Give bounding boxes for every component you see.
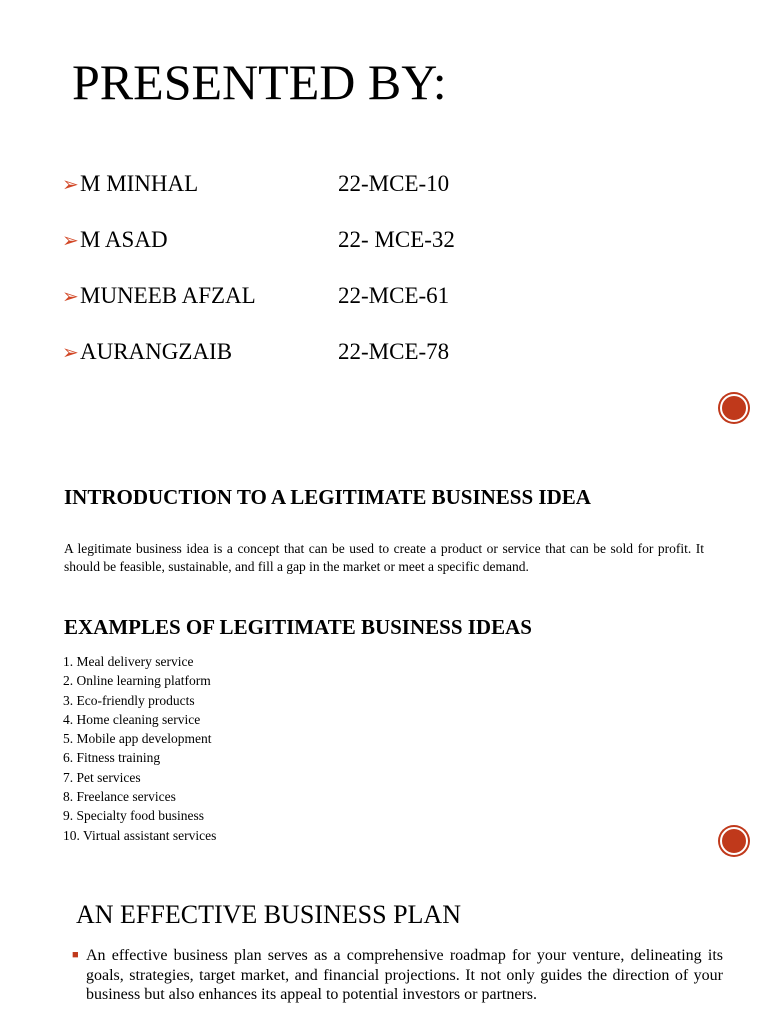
list-item: 3. Eco-friendly products	[63, 692, 195, 708]
business-plan-bullet	[72, 946, 723, 1005]
member-row	[62, 338, 449, 367]
member-name: M ASAD	[80, 227, 168, 252]
red-circle-icon	[720, 827, 748, 855]
member-name: M MINHAL	[80, 171, 199, 196]
square-bullet-icon: ■	[72, 949, 79, 961]
examples-heading: EXAMPLES OF LEGITIMATE BUSINESS IDEAS	[64, 615, 532, 639]
arrow-bullet-icon: ➢	[62, 174, 79, 196]
intro-paragraph: A legitimate business idea is a concept that can be used to create a product or service that can be sold for profit. It should be feasible, sustainable, and fill a gap in the market or meet a specific demand.	[64, 541, 704, 574]
member-row	[62, 282, 449, 311]
business-plan-text: An effective business plan serves as a comprehensive roadmap for your venture, delineating its goals, strategies, target market, and financial projections. It not only guides the direction of your business but also enhances its appeal to potential investors or partners.	[86, 947, 723, 1003]
arrow-bullet-icon: ➢	[62, 286, 79, 308]
list-item: 6. Fitness training	[63, 750, 161, 766]
list-item: 9. Specialty food business	[63, 808, 204, 824]
intro-heading: INTRODUCTION TO A LEGITIMATE BUSINESS IDEA	[64, 485, 591, 509]
examples-list	[63, 652, 216, 845]
member-name: MUNEEB AFZAL	[80, 283, 256, 308]
slide1-title: PRESENTED BY:	[72, 54, 447, 110]
member-name: AURANGZAIB	[80, 339, 233, 364]
list-item: 5. Mobile app development	[63, 731, 212, 747]
list-item: 4. Home cleaning service	[63, 711, 201, 727]
business-plan-title: AN EFFECTIVE BUSINESS PLAN	[76, 900, 461, 929]
member-row	[62, 170, 449, 199]
arrow-bullet-icon: ➢	[62, 342, 79, 364]
arrow-bullet-icon: ➢	[62, 230, 79, 252]
member-roll: 22-MCE-10	[338, 171, 450, 196]
red-circle-icon	[720, 394, 748, 422]
member-roll: 22-MCE-78	[338, 339, 450, 364]
member-roll: 22- MCE-32	[338, 227, 455, 252]
member-roll: 22-MCE-61	[338, 283, 450, 308]
member-row	[62, 226, 455, 255]
list-item: 1. Meal delivery service	[63, 654, 194, 669]
list-item: 8. Freelance services	[63, 789, 176, 805]
list-item: 10. Virtual assistant services	[63, 827, 217, 843]
list-item: 7. Pet services	[63, 769, 141, 785]
list-item: 2. Online learning platform	[63, 673, 211, 689]
